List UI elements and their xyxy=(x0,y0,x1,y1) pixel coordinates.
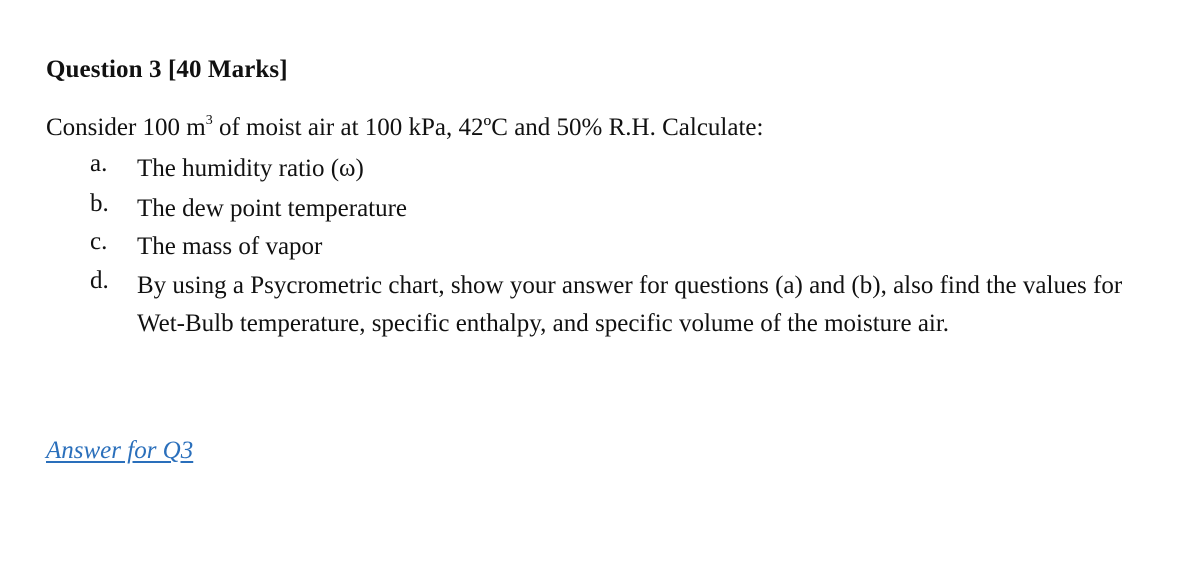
list-item-text: By using a Psycrometric chart, show your answer for questions (a) and (b), also find the values for Wet-Bulb temperature, specific enthalpy, and specific volume of the moisture air. xyxy=(137,272,1123,337)
list-item-a xyxy=(90,150,1137,188)
list-item-text: The humidity ratio (ω) xyxy=(137,155,364,182)
question-title: Question 3 [40 Marks] xyxy=(46,56,288,83)
list-item-d xyxy=(90,267,1137,343)
answer-link[interactable]: Answer for Q3 xyxy=(46,437,194,464)
list-item-b xyxy=(90,190,1137,228)
list-item-text: The dew point temperature xyxy=(137,195,408,222)
intro-superscript: 3 xyxy=(205,113,213,128)
list-item-text: The mass of vapor xyxy=(137,233,323,260)
intro-text-end: of moist air at 100 kPa, 42ºC and 50% R.H. Calculate: xyxy=(212,114,764,141)
list-item-letter: c. xyxy=(90,228,108,255)
list-item-letter: d. xyxy=(90,267,109,294)
question-intro xyxy=(46,114,763,142)
list-item-letter: a. xyxy=(90,150,108,177)
intro-text-start: Consider 100 m xyxy=(46,114,206,141)
list-item-c xyxy=(90,228,1137,266)
list-item-letter: b. xyxy=(90,190,109,217)
